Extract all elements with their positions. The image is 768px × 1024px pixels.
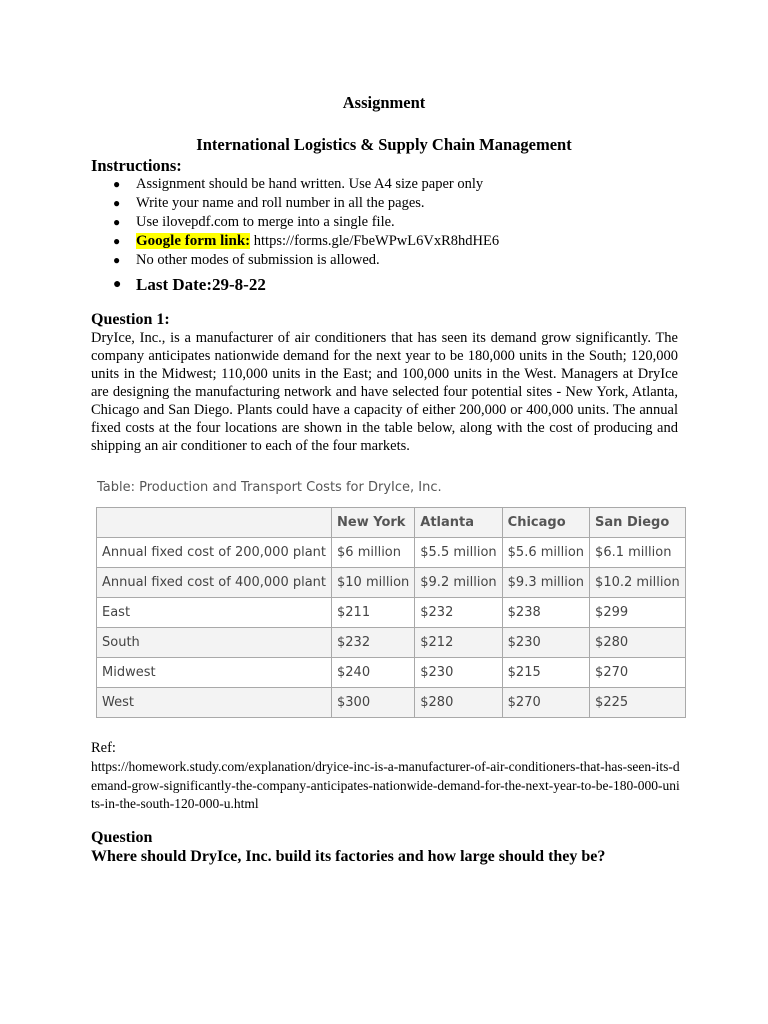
table-cell: $10 million bbox=[332, 568, 415, 598]
list-item: ● Write your name and roll number in all the pages. bbox=[113, 195, 425, 211]
question-1-text: DryIce, Inc., is a manufacturer of air conditioners that has seen its demand grow significantly. The company anticipates nationwide demand for the next year to be 180,000 units in the South; 120,000 units in the Midwest; 110,000 units in the East; and 100,000 units in the West. Managers at DryIce are designing the manufacturing network and have selected four potential sites - New York, Atlanta, Chicago and San Diego. Plants could have a capacity of either 200,000 or 400,000 units. The annual fixed costs at the four locations are shown in the table below, along with the cost of producing and shipping an air conditioner to each of the four markets. bbox=[91, 330, 678, 454]
bullet-icon: ● bbox=[113, 196, 121, 210]
table-cell: Annual fixed cost of 200,000 plant bbox=[97, 538, 332, 568]
question-1-heading: Question 1: bbox=[91, 311, 170, 328]
table-cell: $299 bbox=[590, 598, 686, 628]
table-cell: $215 bbox=[502, 658, 589, 688]
table-row bbox=[97, 688, 686, 718]
table-header-cell: Chicago bbox=[502, 508, 589, 538]
bullet-icon: ● bbox=[113, 215, 121, 229]
table-header-row bbox=[97, 508, 686, 538]
last-date: Last Date:29-8-22 bbox=[136, 275, 266, 294]
bullet-icon: ● bbox=[113, 253, 121, 267]
table-cell: $238 bbox=[502, 598, 589, 628]
question-text: Where should DryIce, Inc. build its factories and how large should they be? bbox=[91, 848, 606, 865]
list-item: ● No other modes of submission is allowed. bbox=[113, 252, 380, 268]
table-cell: $232 bbox=[415, 598, 502, 628]
table-header-cell: Atlanta bbox=[415, 508, 502, 538]
table-cell: $225 bbox=[590, 688, 686, 718]
table-cell: $300 bbox=[332, 688, 415, 718]
table-row bbox=[97, 568, 686, 598]
bullet-icon: ● bbox=[113, 234, 121, 248]
reference-label: Ref: bbox=[91, 740, 116, 756]
table-cell: $10.2 million bbox=[590, 568, 686, 598]
table-row bbox=[97, 538, 686, 568]
table-cell: South bbox=[97, 628, 332, 658]
table-cell: $9.3 million bbox=[502, 568, 589, 598]
list-item: ● Use ilovepdf.com to merge into a single file. bbox=[113, 214, 395, 230]
table-cell: East bbox=[97, 598, 332, 628]
table-cell: $232 bbox=[332, 628, 415, 658]
table-cell: $230 bbox=[502, 628, 589, 658]
bullet-icon: ● bbox=[113, 277, 122, 292]
table-cell: $9.2 million bbox=[415, 568, 502, 598]
table-header-cell bbox=[97, 508, 332, 538]
table-cell: $211 bbox=[332, 598, 415, 628]
list-item bbox=[91, 273, 499, 297]
table-caption: Table: Production and Transport Costs for DryIce, Inc. bbox=[97, 480, 442, 495]
table-cell: West bbox=[97, 688, 332, 718]
list-item: ● Assignment should be hand written. Use A4 size paper only bbox=[113, 176, 484, 192]
table-cell: $240 bbox=[332, 658, 415, 688]
question-heading: Question bbox=[91, 829, 153, 846]
table-cell: $280 bbox=[415, 688, 502, 718]
table-header-cell: New York bbox=[332, 508, 415, 538]
table-header-cell: San Diego bbox=[590, 508, 686, 538]
instructions-heading: Instructions: bbox=[91, 156, 182, 175]
table-cell: $270 bbox=[590, 658, 686, 688]
table-cell: $230 bbox=[415, 658, 502, 688]
form-link-url[interactable]: https://forms.gle/FbeWPwL6VxR8hdHE6 bbox=[250, 233, 500, 249]
document-title: Assignment bbox=[342, 93, 426, 112]
costs-table bbox=[96, 507, 686, 718]
list-item bbox=[91, 232, 499, 251]
table-row bbox=[97, 628, 686, 658]
table-cell: $5.5 million bbox=[415, 538, 502, 568]
form-link-label: Google form link: bbox=[136, 233, 251, 249]
table-cell: Annual fixed cost of 400,000 plant bbox=[97, 568, 332, 598]
table-cell: $270 bbox=[502, 688, 589, 718]
table-row bbox=[97, 598, 686, 628]
instructions-list bbox=[91, 175, 499, 297]
table-cell: $212 bbox=[415, 628, 502, 658]
table-cell: $5.6 million bbox=[502, 538, 589, 568]
bullet-icon: ● bbox=[113, 177, 121, 191]
table-cell: $280 bbox=[590, 628, 686, 658]
course-title: International Logistics & Supply Chain Management bbox=[196, 135, 572, 154]
table-row bbox=[97, 658, 686, 688]
table-cell: $6.1 million bbox=[590, 538, 686, 568]
table-cell: Midwest bbox=[97, 658, 332, 688]
reference-link[interactable]: https://homework.study.com/explanation/dryice-inc-is-a-manufacturer-of-air-conditioners-that-has-seen-its-demand-grow-significantly-the-company-anticipates-nationwide-demand-for-the-next-year-to-be-180-000-units-in-the-south-120-000-u.html bbox=[91, 759, 680, 811]
table-cell: $6 million bbox=[332, 538, 415, 568]
